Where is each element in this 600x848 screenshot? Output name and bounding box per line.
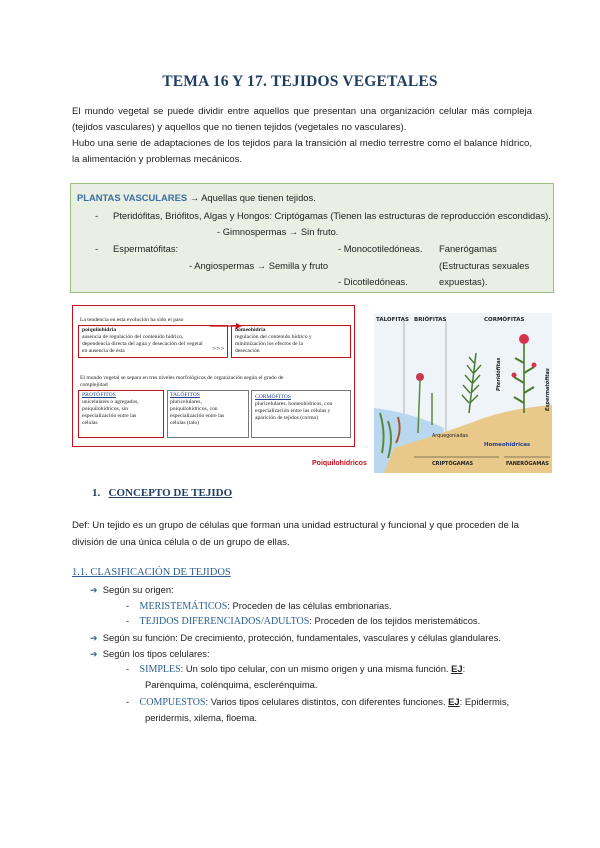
box-dicotiledoneas: - Dicotiledóneas.: [338, 276, 408, 287]
box-heading: PLANTAS VASCULARES: [77, 192, 188, 203]
fig-homeo-desc-1: regulación del contenido hídrico y: [235, 334, 312, 340]
dash-bullet: -: [126, 615, 130, 626]
fig-poiqui-desc-3: en ausencia de ésta: [82, 348, 125, 354]
fig-homeo-desc-2: minimización los efectos de la: [235, 341, 304, 347]
diferenciados-text: : Proceden de los tejidos meristemáticos.: [309, 615, 481, 626]
box-fanerogamas: Fanerógamas: [439, 243, 497, 254]
dash-bullet: -: [126, 696, 130, 707]
fig-talo-d4: células (talo): [170, 420, 200, 426]
meristematicos-keyword: MERISTEMÁTICOS: [139, 601, 228, 612]
box-monocotiledoneas: - Monocotiledóneas.: [338, 243, 423, 254]
box-angiospermas: - Angiospermas → Semilla y fruto: [189, 260, 329, 271]
fig-prot-d2: poiquilohídricos, sin: [82, 406, 128, 412]
compuestos-keyword: COMPUESTOS: [139, 697, 206, 708]
list-diferenciados: [126, 613, 480, 629]
fig-poiqui-desc-2: dependencia directa del agua y desecación del vegetal: [82, 341, 203, 347]
list-compuestos: [126, 694, 509, 710]
arrow-icon: ➔: [90, 633, 98, 643]
intro-paragraph-2: Hubo una serie de adaptaciones de los tejidos para la transición al medio terrestre como el balance hídrico, la alimentación y problemas mecánicos.: [72, 138, 532, 165]
simples-text: : Un solo tipo celular, con un mismo origen y una misma función.: [180, 663, 449, 674]
fig-cormofitos: CORMÓFITOS: [255, 394, 291, 400]
svg-text:>>>: >>>: [212, 346, 225, 352]
section-1-1-title: 1.1. CLASIFICACIÓN DE TEJIDOS: [72, 567, 231, 578]
label-talofitas: TALOFITAS: [376, 317, 409, 323]
fig-protofitos: PROTÓFITOS: [82, 392, 116, 398]
fig-homeo-label: homeohidria: [235, 327, 266, 333]
arrow-icon: ➔: [90, 649, 98, 659]
definition-line-2: división de una única célula o de un grupo de ellas.: [72, 537, 290, 548]
simples-examples: Parénquima, colénquima, esclerénquima.: [145, 679, 318, 690]
box-dash-2: -: [95, 243, 99, 254]
list-tipos: [90, 646, 210, 662]
fig-prot-d4: células: [82, 420, 98, 426]
fig-cormo-d1: pluricelulares, homeohídricos, con: [255, 401, 333, 407]
fig-tendencia: La tendencia en esta evolución ha sido el paso: [80, 317, 184, 323]
box-espermatofitas: Espermatófitas:: [113, 243, 179, 254]
list-simples: [126, 661, 465, 677]
simples-ej: :: [462, 663, 466, 674]
fig-poiqui-desc-1: ausencia de regulación del contenido hídrico,: [82, 334, 184, 340]
vascular-plants-box: [70, 183, 554, 293]
definition-line-1: Def: Un tejido es un grupo de células que forman una unidad estructural y funcional y que proceden de la: [72, 520, 519, 531]
box-heading-rest: → Aquellas que tienen tejidos.: [189, 192, 316, 203]
origen-label: Según su origen:: [102, 584, 174, 595]
box-gimnospermas: - Gimnospermas → Sin fruto.: [217, 226, 339, 237]
fig-talo-d3: especialización entre las: [170, 413, 225, 419]
funcion-text: Según su función: De crecimiento, protección, fundamentales, vasculares y células glandulares.: [102, 632, 501, 643]
dash-bullet: -: [126, 663, 130, 674]
fig-talo-d1: pluricelulares,: [170, 399, 202, 405]
fig-talofitos: TALÓFITOS: [170, 392, 200, 398]
fig-talo-d2: poiquilohídricos, con: [170, 406, 218, 412]
fig-poiqui-label: poiquilohidria: [82, 327, 117, 333]
label-pteridofitas: Pteridófitas: [496, 357, 502, 391]
list-funcion: [90, 630, 501, 646]
diferenciados-keyword: TEJIDOS DIFERENCIADOS/ADULTOS: [139, 616, 310, 627]
arrow-icon: ➔: [90, 585, 98, 595]
label-espermatofitas: Espermatófitas: [545, 368, 551, 411]
ej-label: EJ: [448, 696, 460, 707]
label-arquegoniadas: Arquegoniadas: [432, 434, 468, 439]
evolution-figure: [72, 305, 355, 447]
label-poiquilohidricos: Poiquilohídricos: [312, 460, 367, 467]
fig-homeo-desc-3: desecación: [235, 348, 260, 354]
compuestos-text: : Varios tipos celulares distintos, con diferentes funciones.: [205, 696, 446, 707]
label-fanerogamas: FANERÓGAMAS: [506, 461, 549, 467]
fig-niveles-1: El mundo vegetal se separa en tres niveles morfológicos de organización según el grado de: [80, 375, 284, 381]
fig-cormo-d3: aparición de tejidos (cormo): [255, 415, 319, 421]
fig-prot-d3: especialización entre las: [82, 413, 137, 419]
compuestos-ej: : Epidermis,: [459, 696, 510, 707]
section-1-title: CONCEPTO DE TEJIDO: [108, 487, 233, 499]
tipos-label: Según los tipos celulares:: [102, 648, 210, 659]
label-homeohidricas: Homeohídricas: [484, 442, 531, 448]
page-title: TEMA 16 Y 17. TEJIDOS VEGETALES: [162, 73, 438, 90]
label-briofitas: BRIÓFITAS: [414, 317, 447, 323]
label-criptogamas: CRIPTÓGAMAS: [432, 461, 474, 467]
section-1-heading: [92, 487, 232, 499]
list-meristematicos: [126, 598, 392, 614]
fig-niveles-2: complejidad: [80, 382, 108, 388]
list-origen: [90, 582, 174, 598]
fig-cormo-d2: especialización entre las células y: [255, 408, 331, 414]
box-heading-line: [77, 192, 316, 203]
intro-paragraph-1: El mundo vegetal se puede dividir entre aquellos que presentan una organización celular más compleja (tejidos vasculares) y aquellos que no tienen tejidos (vegetales no vasculares).: [72, 106, 532, 133]
dash-bullet: -: [126, 600, 130, 611]
box-fanerogamas-desc-2: expuestas).: [439, 276, 488, 287]
ej-label: EJ: [451, 663, 463, 674]
simples-keyword: SIMPLES: [139, 664, 181, 675]
fig-prot-d1: unicelulares o agregados,: [82, 399, 139, 405]
meristematicos-text: : Proceden de las células embrionarias.: [227, 600, 392, 611]
section-1-number: 1.: [92, 487, 101, 499]
box-criptogamas-line: Pteridófitas, Briófitos, Algas y Hongos: Criptógamas (Tienen las estructuras de reproducción escondidas).: [113, 210, 551, 221]
compuestos-examples: peridermis, xilema, floema.: [145, 712, 258, 723]
box-dash-1: -: [95, 210, 99, 221]
plant-evolution-illustration: [374, 313, 552, 473]
label-cormofitas: CORMÓFITAS: [484, 317, 525, 323]
box-fanerogamas-desc-1: (Estructuras sexuales: [439, 260, 530, 271]
